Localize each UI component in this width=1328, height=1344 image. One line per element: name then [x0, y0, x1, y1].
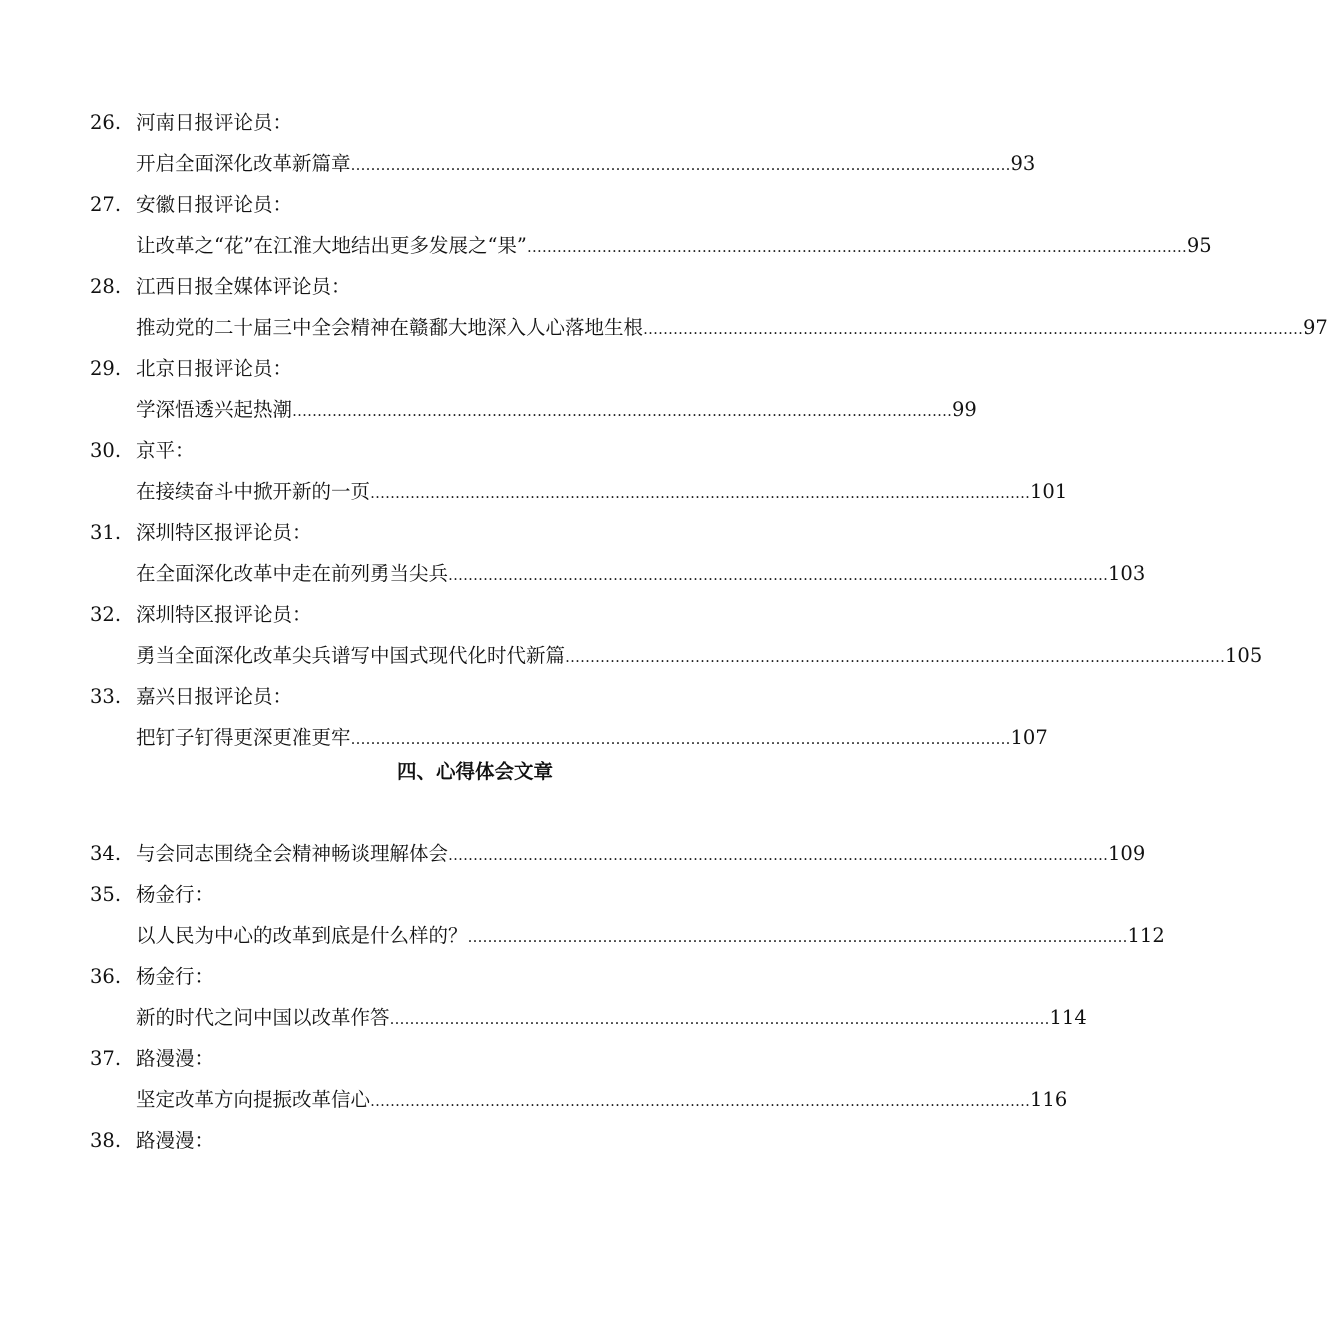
entry-author: 安徽日报评论员：: [136, 193, 293, 216]
entry-author: 江西日报全媒体评论员：: [136, 275, 351, 298]
entry-author: 嘉兴日报评论员：: [136, 685, 293, 708]
toc-entry-author-line: [0, 436, 950, 466]
entry-number: 31.: [90, 521, 122, 544]
entry-number: 37.: [90, 1047, 122, 1070]
entry-title: 在全面深化改革中走在前列勇当尖兵: [136, 562, 449, 585]
entry-title: 让改革之“花”在江淮大地结出更多发展之“果”: [136, 234, 527, 257]
page-number: 99: [952, 398, 977, 421]
dot-leader: ……………………………………………………………………………………………………………………: [467, 928, 1128, 946]
page-number: 103: [1108, 562, 1146, 585]
toc-entry-title-line[interactable]: [0, 1003, 1087, 1033]
toc-entry-title-line[interactable]: [0, 559, 1146, 589]
page-number: 95: [1186, 234, 1212, 257]
entry-number: 35.: [90, 883, 122, 906]
page-number: 105: [1225, 644, 1263, 667]
entry-author: 杨金行：: [136, 965, 215, 988]
page-number: 93: [1010, 152, 1036, 175]
entry-author: 路漫漫：: [136, 1047, 215, 1070]
entry-author: 深圳特区报评论员：: [136, 603, 312, 626]
entry-title: 以人民为中心的改革到底是什么样的？: [136, 924, 468, 947]
page-number: 116: [1030, 1088, 1068, 1111]
entry-title: 勇当全面深化改革尖兵谱写中国式现代化时代新篇: [136, 644, 566, 667]
entry-author: 路漫漫：: [136, 1129, 215, 1152]
entry-title: 把钉子钉得更深更准更牢: [136, 726, 351, 749]
entry-title: 与会同志围绕全会精神畅谈理解体会: [136, 842, 449, 865]
toc-entry-author-line: [0, 518, 950, 548]
entry-number: 26.: [90, 111, 122, 134]
entry-number: 28.: [90, 275, 122, 298]
page-number: 107: [1010, 726, 1048, 749]
entry-author: 京平：: [136, 439, 195, 462]
toc-entry-title-line[interactable]: [0, 641, 1263, 671]
toc-entry-author-line: [0, 1126, 950, 1156]
dot-leader: ……………………………………………………………………………………………………………………: [370, 1092, 1031, 1110]
entry-title: 新的时代之问中国以改革作答: [136, 1006, 390, 1029]
toc-entry-title-line[interactable]: [0, 231, 1212, 261]
dot-leader: ……………………………………………………………………………………………………………………: [565, 648, 1226, 666]
toc-entry-author-line: [0, 880, 950, 910]
entry-number: 30.: [90, 439, 122, 462]
entry-author: 杨金行：: [136, 883, 215, 906]
toc-entry-author-line: [0, 600, 950, 630]
toc-entry-title-line[interactable]: [0, 395, 977, 425]
dot-leader: ……………………………………………………………………………………………………………………: [448, 566, 1109, 584]
dot-leader: ……………………………………………………………………………………………………………………: [292, 402, 953, 420]
entry-number: 29.: [90, 357, 122, 380]
entry-title: 开启全面深化改革新篇章: [136, 152, 351, 175]
entry-author: 北京日报评论员：: [136, 357, 293, 380]
dot-leader: ……………………………………………………………………………………………………………………: [643, 320, 1304, 338]
toc-entry-author-line: [0, 682, 950, 712]
entry-title: 推动党的二十届三中全会精神在赣鄱大地深入人心落地生根: [136, 316, 644, 339]
page-number: 97: [1303, 316, 1328, 339]
toc-entry-author-line: [0, 962, 950, 992]
toc-entry-line[interactable]: [0, 839, 1146, 869]
entry-number: 38.: [90, 1129, 122, 1152]
page-number: 114: [1049, 1006, 1087, 1029]
entry-number: 33.: [90, 685, 122, 708]
toc-entry-title-line[interactable]: [0, 149, 1036, 179]
dot-leader: ……………………………………………………………………………………………………………………: [389, 1010, 1050, 1028]
dot-leader: ……………………………………………………………………………………………………………………: [448, 846, 1109, 864]
entry-number: 36.: [90, 965, 122, 988]
toc-entry-author-line: [0, 108, 950, 138]
page-number: 109: [1108, 842, 1146, 865]
toc-entry-title-line[interactable]: [0, 1085, 1068, 1115]
entry-number: 32.: [90, 603, 122, 626]
entry-title: 在接续奋斗中掀开新的一页: [136, 480, 371, 503]
page-number: 112: [1127, 924, 1165, 947]
toc-entry-author-line: [0, 190, 950, 220]
entry-title: 学深悟透兴起热潮: [136, 398, 293, 421]
toc-entry-title-line[interactable]: [0, 477, 1068, 507]
toc-entry-author-line: [0, 1044, 950, 1074]
dot-leader: ……………………………………………………………………………………………………………………: [526, 238, 1187, 256]
toc-entry-title-line[interactable]: [0, 313, 1328, 343]
entry-number: 34.: [90, 842, 122, 865]
dot-leader: ……………………………………………………………………………………………………………………: [350, 156, 1011, 174]
toc-entry-title-line[interactable]: [0, 723, 1048, 753]
page-number: 101: [1030, 480, 1068, 503]
entry-author: 深圳特区报评论员：: [136, 521, 312, 544]
entry-number: 27.: [90, 193, 122, 216]
section-heading: 四、心得体会文章: [396, 760, 553, 783]
entry-title: 坚定改革方向提振改革信心: [136, 1088, 371, 1111]
entry-author: 河南日报评论员：: [136, 111, 293, 134]
toc-entry-author-line: [0, 354, 950, 384]
toc-entry-title-line[interactable]: [0, 921, 1165, 951]
dot-leader: ……………………………………………………………………………………………………………………: [350, 730, 1011, 748]
toc-entry-author-line: [0, 272, 950, 302]
dot-leader: ……………………………………………………………………………………………………………………: [370, 484, 1031, 502]
